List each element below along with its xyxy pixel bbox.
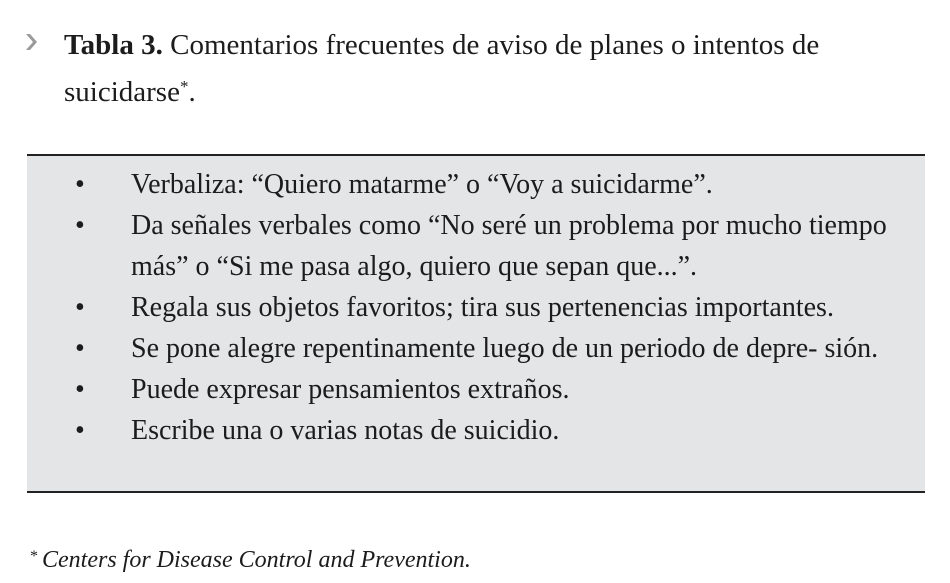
footnote	[30, 541, 471, 576]
bullet-icon: •	[75, 169, 85, 200]
table-caption	[64, 24, 884, 113]
warning-signs-box	[27, 154, 925, 493]
list-item	[27, 205, 925, 287]
list-item	[27, 328, 925, 369]
list-item-text: Escribe una o varias notas de suicidio.	[131, 415, 560, 446]
list-item	[27, 287, 925, 328]
section-marker-icon	[24, 33, 40, 51]
warning-signs-list	[27, 156, 925, 451]
bullet-icon: •	[75, 374, 85, 405]
list-item-text: Se pone alegre repentinamente luego de un periodo de depre- sión.	[131, 333, 879, 364]
bullet-icon: •	[75, 210, 85, 241]
list-item	[27, 164, 925, 205]
caption-period: .	[188, 76, 196, 108]
footnote-text: Centers for Disease Control and Prevention.	[42, 547, 471, 573]
list-item	[27, 369, 925, 410]
table-title: Comentarios frecuentes de aviso de planes o intentos de suicidarse	[64, 29, 820, 108]
list-item-text: Da señales verbales como “No seré un problema por mucho tiempo más” o “Si me pasa algo, quiero que sepan que...”.	[131, 210, 887, 282]
footnote-marker: *	[179, 77, 189, 96]
list-item-text: Regala sus objetos favoritos; tira sus pertenencias importantes.	[131, 292, 834, 323]
list-item-text: Puede expresar pensamientos extraños.	[131, 374, 570, 405]
table-label: Tabla 3.	[64, 29, 163, 61]
footnote-star: *	[30, 548, 38, 565]
bullet-icon: •	[75, 333, 85, 364]
list-item	[27, 410, 925, 451]
list-item-text: Verbaliza: “Quiero matarme” o “Voy a suicidarme”.	[131, 169, 713, 200]
bullet-icon: •	[75, 292, 85, 323]
bullet-icon: •	[75, 415, 85, 446]
